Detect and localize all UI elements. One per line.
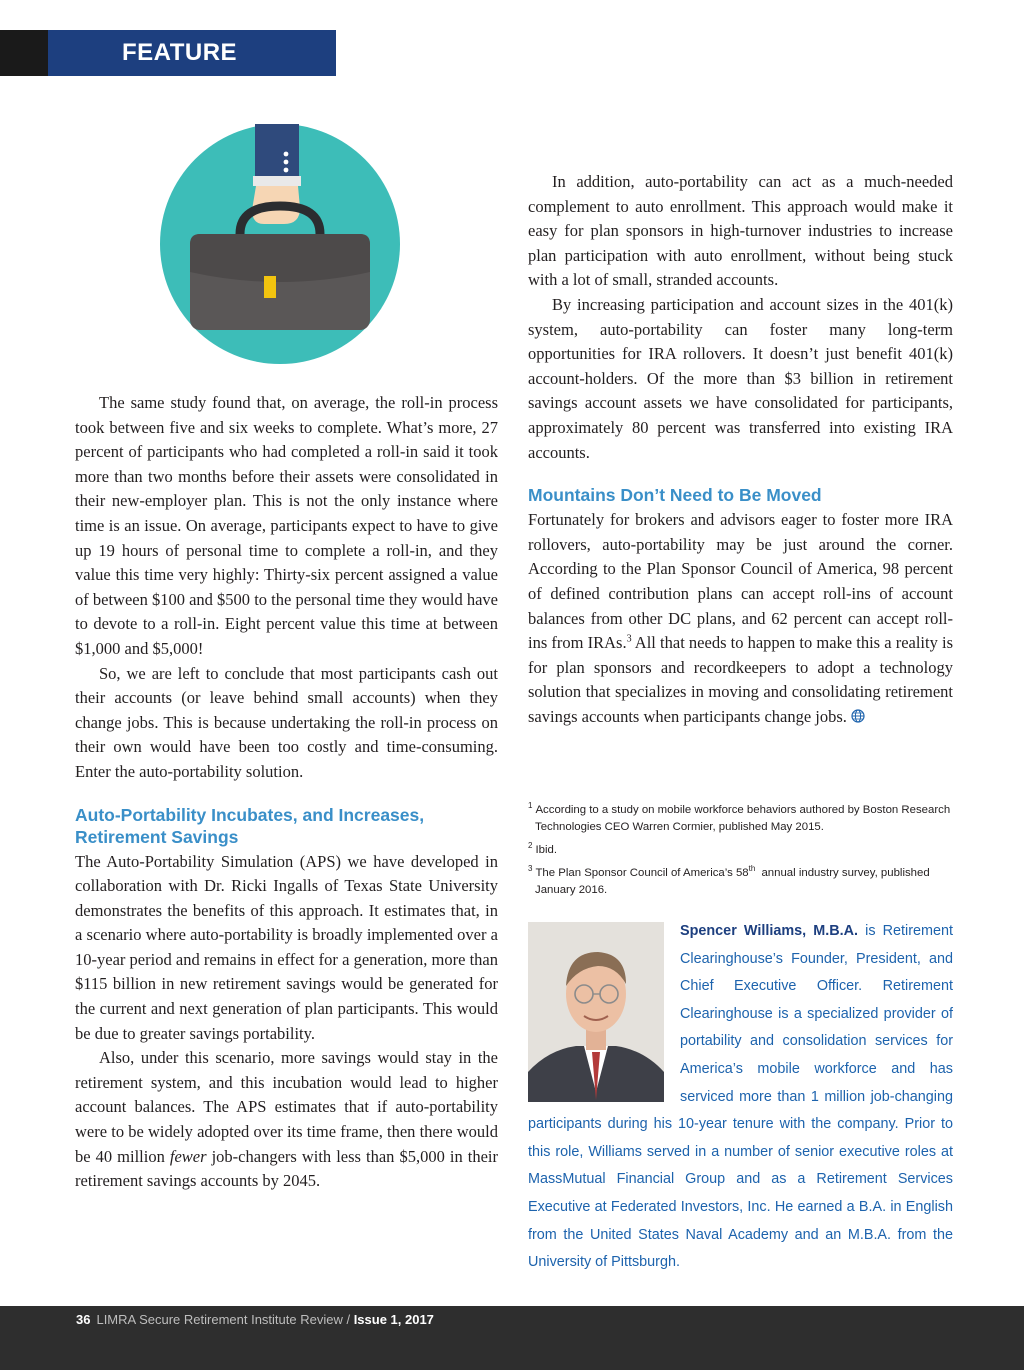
author-bio: Spencer Williams, M.B.A. is Retirement Clearinghouse’s Founder, President, and Chief Executive Officer. Retirement Clearinghouse is a specialized provider of portability and consolidation services for America’s mobile workforce and has serviced more than 1 million job-changing participants during his 10-year tenure with the company. Prior to this role, Williams served in a number of senior executive roles at MassMutual Financial Group and as a Retirement Services Executive at Federated Investors, Inc. He earned a B.A. in English from the United States Naval Academy and an M.B.A. from the University of Pittsburgh. (528, 923, 953, 1271)
author-name: Spencer Williams, M.B.A. (680, 923, 859, 939)
footnote-ref: 3 (626, 633, 632, 645)
globe-end-icon (851, 709, 865, 723)
emphasis-text: fewer (169, 1146, 207, 1166)
footnote: $^3$ The Plan Sponsor Council of America’s 58th annual industry survey, published January 2016. (528, 864, 930, 896)
body-paragraph: So, we are left to conclude that most participants cash out their accounts (or leave behind small accounts) when they change jobs. This is because undertaking the roll-in process on their own would have been too costly and time-consuming. Enter the auto-portability solution. (75, 663, 498, 781)
body-paragraph: In addition, auto-portability can act as a much-needed complement to auto enrollment. This approach would make it easy for plan sponsors in high-turnover industries to increase plan participation with auto enrollment, without being stuck with a lot of small, stranded accounts. (528, 172, 953, 290)
body-paragraph: By increasing participation and account sizes in the 401(k) system, auto-portability can foster many long-term opportunities for IRA rollovers. It doesn’t just benefit 401(k) account-holders. Of the more than $3 billion in retirement savings account assets we have consolidated for participants, approximately 80 percent was transferred into existing IRA accounts. (528, 294, 953, 462)
left-column (75, 391, 498, 1194)
subheading: Mountains Don’t Need to Be Moved (528, 485, 822, 506)
subheading: Auto-Portability Incubates, and Increases, Retirement Savings (75, 804, 425, 847)
page-number: 36 (76, 1312, 91, 1327)
footnotes (528, 802, 953, 905)
body-paragraph: Fortunately for brokers and advisors eager to foster more IRA rollovers, auto-portability may be just around the corner. According to the Plan Sponsor Council of America, 98 percent of defined contribution plans can accept roll-ins of account balances from other DC plans, and 62 percent can accept roll-ins from IRAs.$^3$ All that needs to happen to make this a reality is for plan sponsors and recordkeepers to adopt a technology solution that specializes in moving and consolidating retirement savings accounts when participants change jobs. (528, 510, 953, 726)
footer (76, 1310, 434, 1330)
right-column (528, 170, 953, 729)
publication-name: LIMRA Secure Retirement Institute Review / (96, 1312, 354, 1327)
section-banner: FEATURE (48, 30, 336, 76)
issue-label: Issue 1, 2017 (353, 1312, 434, 1327)
body-paragraph: The same study found that, on average, the roll-in process took between five and six weeks to complete. What’s more, 27 percent of participants who had completed a roll-in said it took more than two months before their assets were consolidated in their new-employer plan. This is not the only instance where time is an issue. On average, participants expect to have to give up 19 hours of personal time to complete a roll-in, and they value this time very highly: Thirty-six percent assigned a value of between $100 and $500 to the personal time they would have to devote to a roll-in. Eight percent value this time at between $1,000 and $5,000! (75, 393, 498, 658)
footnote: $^2$ Ibid. (528, 841, 557, 856)
briefcase-illustration (160, 124, 400, 364)
body-paragraph: Also, under this scenario, more savings would stay in the retirement system, and this incubation would lead to higher account balances. The APS estimates that if auto-portability were to be widely adopted over its time frame, then there would be 40 million fewer job-changers with less than $5,000 in their retirement savings accounts by 2045. (75, 1048, 498, 1191)
header-black-block (0, 30, 48, 76)
body-paragraph: The Auto-Portability Simulation (APS) we have developed in collaboration with Dr. Ricki Ingalls of Texas State University demonstrates the benefits of this approach. It estimates that, in a scenario where auto-portability is broadly implemented over a 10-year period and remains in effect for a generation, more than $115 billion in new retirement savings would be generated for the current and next generation of plan participants. This would be due to greater savings portability. (75, 851, 498, 1043)
footnote: $^1$ According to a study on mobile workforce behaviors authored by Boston Research Technologies CEO Warren Cormier, published May 2015. (528, 801, 951, 833)
